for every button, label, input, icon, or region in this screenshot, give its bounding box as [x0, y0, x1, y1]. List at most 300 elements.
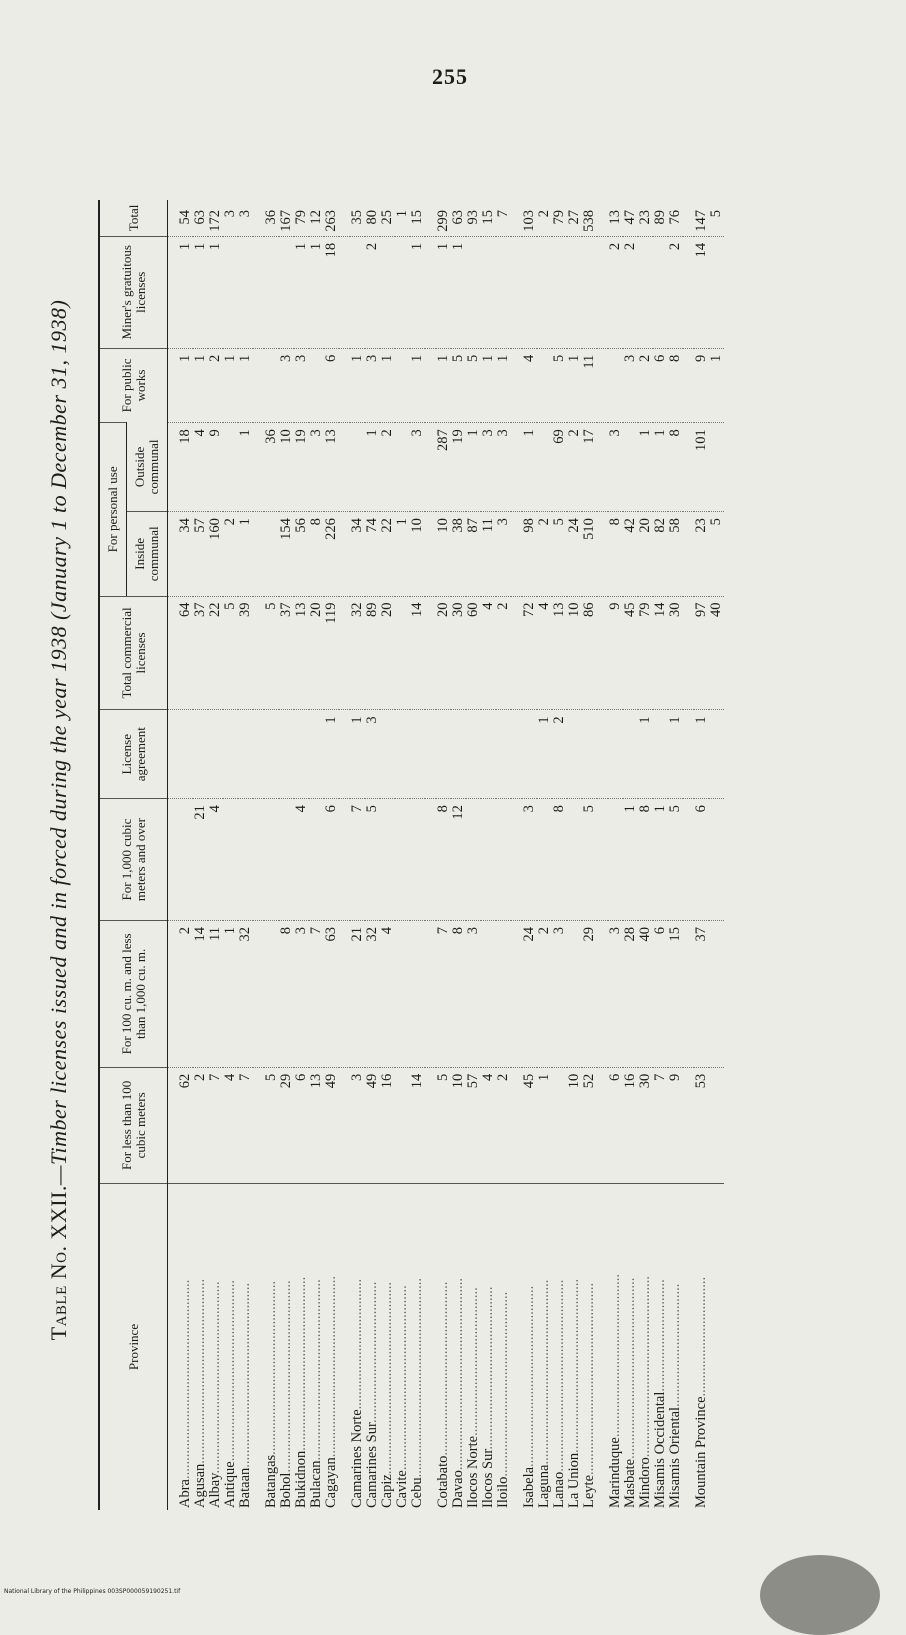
cell-less-100: 2 — [495, 1073, 511, 1082]
cell-less-100: 1 — [536, 1073, 552, 1082]
cell-less-100: 57 — [465, 1073, 481, 1089]
cell-miners: 1 — [192, 242, 208, 251]
cell-public-works: 1 — [566, 354, 582, 362]
cell-public-works: 1 — [379, 354, 395, 362]
cell-less-100: 7 — [207, 1073, 223, 1082]
cell-over-1000: 1 — [622, 805, 638, 813]
cell-outside-communal: 3 — [308, 429, 324, 437]
cell-miners: 1 — [409, 242, 425, 251]
cell-inside-communal: 160 — [207, 518, 223, 540]
scan-footer: National Library of the Philippines 003SP000059190251.tif — [4, 1588, 181, 1595]
table-title — [46, 100, 72, 1540]
cell-outside-communal: 287 — [435, 429, 451, 451]
table-row — [380, 200, 395, 1510]
cell-license-agreement: 1 — [536, 716, 552, 724]
cell-inside-communal: 5 — [551, 518, 567, 526]
timber-licenses-table — [98, 200, 724, 1510]
leader-dots: ................................. — [693, 1276, 709, 1397]
cell-miners: 1 — [177, 242, 193, 251]
leader-dots: ............................................. — [607, 1274, 623, 1438]
cell-province: Capiz — [379, 1474, 395, 1508]
table-row — [395, 200, 410, 1510]
table-row — [294, 200, 309, 1510]
cell-total: 54 — [177, 210, 193, 225]
cell-total-commercial: 9 — [607, 602, 623, 610]
cell-province: Bataan — [237, 1467, 253, 1508]
cell-less-100: 2 — [192, 1073, 208, 1082]
cell-100-1000: 7 — [308, 927, 324, 935]
leader-dots: ................................................ — [293, 1276, 309, 1451]
cell-over-1000: 4 — [293, 805, 309, 813]
cell-less-100: 49 — [323, 1073, 339, 1089]
cell-province: Isabela — [521, 1466, 537, 1508]
cell-total-commercial: 22 — [207, 602, 223, 618]
cell-total-commercial: 37 — [192, 602, 208, 618]
cell-inside-communal: 20 — [637, 518, 653, 533]
cell-total-commercial: 37 — [278, 602, 294, 618]
cell-outside-communal: 1 — [652, 429, 668, 437]
cell-100-1000: 21 — [349, 927, 365, 942]
cell-100-1000: 7 — [435, 927, 451, 935]
table-row — [168, 200, 194, 1510]
cell-total-commercial: 14 — [409, 602, 425, 618]
cell-total-commercial: 2 — [495, 602, 511, 610]
leader-dots: .................................................. — [323, 1276, 339, 1458]
cell-public-works: 1 — [349, 354, 365, 362]
cell-over-1000: 3 — [521, 805, 537, 813]
table-row — [365, 200, 380, 1510]
cell-province: Ilocos Sur — [480, 1449, 496, 1508]
cell-total-commercial: 30 — [450, 602, 466, 618]
leader-dots: ............................................. — [480, 1286, 496, 1450]
table-row — [350, 200, 365, 1510]
cell-miners: 18 — [323, 242, 339, 258]
cell-total: 13 — [607, 210, 623, 225]
cell-miners: 2 — [364, 242, 380, 251]
table-number: Table No. XXII. — [46, 1185, 71, 1341]
cell-less-100: 10 — [450, 1073, 466, 1089]
table-row — [451, 200, 466, 1510]
cell-total-commercial: 10 — [566, 602, 582, 618]
cell-outside-communal: 18 — [177, 429, 193, 444]
cell-outside-communal: 2 — [379, 429, 395, 437]
cell-total-commercial: 30 — [667, 602, 683, 618]
leader-dots: ................................................ — [435, 1281, 451, 1456]
cell-province: Ilocos Norte — [465, 1435, 481, 1508]
cell-total-commercial: 97 — [693, 602, 709, 618]
cell-total: 47 — [622, 210, 638, 225]
cell-total-commercial: 5 — [222, 602, 238, 610]
leader-dots: ......................................... — [465, 1287, 481, 1436]
cell-public-works: 1 — [409, 354, 425, 362]
cell-province: Cotabato — [435, 1455, 451, 1508]
cell-license-agreement: 2 — [551, 716, 567, 724]
cell-total: 25 — [379, 210, 395, 225]
cell-outside-communal: 9 — [207, 429, 223, 437]
cell-total: 79 — [551, 210, 567, 225]
cell-province: Davao — [450, 1470, 466, 1508]
cell-province: Albay — [207, 1473, 223, 1508]
cell-total: 93 — [465, 210, 481, 225]
header-total-commercial: Total commercial licenses — [99, 596, 168, 710]
cell-100-1000: 3 — [293, 927, 309, 935]
cell-public-works: 6 — [652, 354, 668, 362]
cell-public-works: 8 — [667, 354, 683, 362]
leader-dots: .................................................. — [222, 1280, 238, 1462]
cell-public-works: 1 — [222, 354, 238, 362]
cell-total: 12 — [308, 210, 324, 225]
cell-less-100: 53 — [693, 1073, 709, 1089]
cell-outside-communal: 3 — [607, 429, 623, 437]
cell-total-commercial: 5 — [263, 602, 279, 610]
header-100-1000: For 100 cu. m. and less than 1,000 cu. m. — [99, 921, 168, 1068]
cell-province: Cebu — [409, 1477, 425, 1508]
cell-100-1000: 8 — [278, 927, 294, 935]
table-row — [653, 200, 668, 1510]
header-inside-communal: Inside communal — [127, 512, 168, 596]
cell-total-commercial: 79 — [637, 602, 653, 618]
table-row — [279, 200, 294, 1510]
leader-dots: ................................................... — [495, 1291, 511, 1477]
cell-less-100: 3 — [349, 1073, 365, 1082]
cell-less-100: 9 — [667, 1073, 683, 1082]
leader-dots: ................................................ — [263, 1280, 279, 1455]
cell-province: Antique — [222, 1461, 238, 1508]
leader-dots: .................................................. — [622, 1277, 638, 1459]
cell-province: Marinduque — [607, 1437, 623, 1508]
table-row — [436, 200, 451, 1510]
cell-inside-communal: 34 — [349, 518, 365, 533]
cell-total-commercial: 20 — [379, 602, 395, 618]
table-row — [537, 200, 552, 1510]
cell-inside-communal: 57 — [192, 518, 208, 533]
table-row — [522, 200, 537, 1510]
cell-inside-communal: 1 — [394, 518, 410, 526]
header-license-agreement: License agreement — [99, 710, 168, 799]
page-stain — [760, 1555, 880, 1635]
cell-public-works: 11 — [581, 354, 597, 369]
cell-total-commercial: 4 — [480, 602, 496, 610]
cell-outside-communal: 19 — [293, 429, 309, 444]
cell-miners: 1 — [293, 242, 309, 251]
cell-province: Masbate — [622, 1458, 638, 1508]
cell-province: Mountain Province — [693, 1396, 709, 1508]
cell-total: 2 — [536, 210, 552, 218]
cell-province: Mindoro — [637, 1457, 653, 1508]
rotated-table-page — [46, 100, 876, 1540]
cell-outside-communal: 3 — [480, 429, 496, 437]
cell-over-1000: 1 — [652, 805, 668, 813]
header-less-100: For less than 100 cubic meters — [99, 1067, 168, 1183]
cell-inside-communal: 5 — [708, 518, 724, 526]
cell-total: 263 — [323, 210, 339, 232]
cell-inside-communal: 22 — [379, 518, 395, 533]
cell-inside-communal: 38 — [450, 518, 466, 533]
cell-total: 76 — [667, 210, 683, 225]
cell-outside-communal: 101 — [693, 429, 709, 451]
cell-outside-communal: 4 — [192, 429, 208, 437]
cell-total: 1 — [394, 210, 410, 218]
cell-inside-communal: 42 — [622, 518, 638, 533]
cell-outside-communal: 10 — [278, 429, 294, 444]
cell-outside-communal: 36 — [263, 429, 279, 444]
cell-outside-communal: 1 — [521, 429, 537, 437]
cell-public-works: 3 — [622, 354, 638, 362]
leader-dots: ................................................ — [566, 1278, 582, 1453]
cell-outside-communal: 69 — [551, 429, 567, 444]
cell-less-100: 4 — [480, 1073, 496, 1082]
cell-100-1000: 6 — [652, 927, 668, 935]
cell-outside-communal: 3 — [495, 429, 511, 437]
cell-100-1000: 2 — [536, 927, 552, 935]
leader-dots: .................................................. — [637, 1276, 653, 1458]
table-row — [694, 200, 709, 1510]
cell-less-100: 7 — [652, 1073, 668, 1082]
cell-100-1000: 11 — [207, 927, 223, 941]
header-over-1000: For 1,000 cubic meters and over — [99, 799, 168, 921]
cell-outside-communal: 2 — [566, 429, 582, 437]
cell-public-works: 1 — [708, 354, 724, 362]
cell-less-100: 13 — [308, 1073, 324, 1089]
table-row — [466, 200, 481, 1510]
cell-over-1000: 6 — [693, 805, 709, 813]
cell-total-commercial: 86 — [581, 602, 597, 618]
cell-total: 299 — [435, 210, 451, 232]
cell-miners: 1 — [435, 242, 451, 251]
cell-less-100: 30 — [637, 1073, 653, 1089]
cell-public-works: 6 — [323, 354, 339, 362]
cell-less-100: 14 — [409, 1073, 425, 1089]
cell-100-1000: 32 — [364, 927, 380, 942]
cell-over-1000: 12 — [450, 805, 466, 820]
cell-province: Batangas — [263, 1454, 279, 1508]
cell-total-commercial: 40 — [708, 602, 724, 618]
cell-miners: 1 — [207, 242, 223, 251]
table-body — [168, 200, 725, 1510]
cell-outside-communal: 1 — [465, 429, 481, 437]
cell-less-100: 49 — [364, 1073, 380, 1089]
cell-total-commercial: 119 — [323, 602, 339, 624]
leader-dots: ....................................... — [364, 1281, 380, 1424]
cell-over-1000: 21 — [192, 805, 208, 820]
cell-over-1000: 5 — [581, 805, 597, 813]
cell-public-works: 3 — [364, 354, 380, 362]
cell-total-commercial: 60 — [465, 602, 481, 618]
cell-100-1000: 3 — [465, 927, 481, 935]
cell-province: Bulacan — [308, 1460, 324, 1508]
cell-province: Leyte — [581, 1474, 597, 1508]
cell-inside-communal: 82 — [652, 518, 668, 533]
leader-dots: ..................................................... — [551, 1279, 567, 1472]
cell-over-1000: 6 — [323, 805, 339, 813]
cell-total-commercial: 20 — [435, 602, 451, 618]
cell-100-1000: 8 — [450, 927, 466, 935]
leader-dots: ..................................................... — [581, 1282, 597, 1475]
cell-100-1000: 28 — [622, 927, 638, 942]
cell-less-100: 45 — [521, 1073, 537, 1089]
cell-total-commercial: 72 — [521, 602, 537, 618]
cell-inside-communal: 2 — [222, 518, 238, 526]
cell-public-works: 1 — [435, 354, 451, 362]
cell-outside-communal: 1 — [637, 429, 653, 437]
table-row — [623, 200, 638, 1510]
cell-total: 15 — [409, 210, 425, 225]
cell-inside-communal: 56 — [293, 518, 309, 533]
cell-inside-communal: 8 — [607, 518, 623, 526]
cell-total: 167 — [278, 210, 294, 232]
cell-license-agreement: 1 — [667, 716, 683, 724]
cell-outside-communal: 1 — [237, 429, 253, 437]
cell-public-works: 3 — [293, 354, 309, 362]
cell-total: 538 — [581, 210, 597, 232]
header-public-works: For public works — [99, 348, 168, 423]
cell-public-works: 2 — [637, 354, 653, 362]
cell-miners: 2 — [607, 242, 623, 251]
cell-inside-communal: 2 — [536, 518, 552, 526]
cell-total: 5 — [708, 210, 724, 218]
cell-inside-communal: 34 — [177, 518, 193, 533]
cell-total-commercial: 4 — [536, 602, 552, 610]
cell-total: 23 — [637, 210, 653, 225]
cell-province: La Union — [566, 1452, 582, 1508]
cell-province: Iloilo — [495, 1476, 511, 1508]
cell-inside-communal: 74 — [364, 518, 380, 533]
leader-dots: ................................................... — [237, 1282, 253, 1468]
cell-public-works: 1 — [177, 354, 193, 362]
header-personal-use: For personal use — [99, 423, 127, 596]
cell-inside-communal: 154 — [278, 518, 294, 540]
table-row — [608, 200, 623, 1510]
cell-outside-communal: 13 — [323, 429, 339, 444]
cell-total: 80 — [364, 210, 380, 225]
cell-less-100: 7 — [237, 1073, 253, 1082]
cell-province: Misamis Occidental — [652, 1391, 668, 1508]
cell-total-commercial: 20 — [308, 602, 324, 618]
table-row — [709, 200, 724, 1510]
cell-less-100: 6 — [607, 1073, 623, 1082]
table-row — [193, 200, 208, 1510]
cell-total: 27 — [566, 210, 582, 225]
cell-total: 36 — [263, 210, 279, 225]
cell-less-100: 5 — [435, 1073, 451, 1082]
header-miners: Miner's gratuitous licenses — [99, 236, 168, 348]
cell-province: Bohol — [278, 1472, 294, 1508]
cell-license-agreement: 1 — [323, 716, 339, 724]
cell-over-1000: 7 — [349, 805, 365, 813]
cell-inside-communal: 87 — [465, 518, 481, 533]
cell-100-1000: 1 — [222, 927, 238, 935]
table-row — [567, 200, 582, 1510]
cell-province: Camarines Sur — [364, 1423, 380, 1508]
cell-public-works: 1 — [192, 354, 208, 362]
cell-province: Lanao — [551, 1471, 567, 1508]
table-row — [496, 200, 511, 1510]
cell-total-commercial: 32 — [349, 602, 365, 618]
cell-public-works: 1 — [237, 354, 253, 362]
cell-outside-communal: 17 — [581, 429, 597, 444]
cell-total-commercial: 13 — [293, 602, 309, 618]
cell-total: 79 — [293, 210, 309, 225]
cell-public-works: 1 — [480, 354, 496, 362]
cell-license-agreement: 1 — [693, 716, 709, 724]
table-row — [668, 200, 683, 1510]
cell-inside-communal: 10 — [409, 518, 425, 533]
cell-public-works: 5 — [450, 354, 466, 362]
cell-100-1000: 24 — [521, 927, 537, 942]
cell-province: Agusan — [192, 1463, 208, 1508]
cell-total-commercial: 89 — [364, 602, 380, 618]
cell-100-1000: 63 — [323, 927, 339, 942]
cell-total-commercial: 14 — [652, 602, 668, 618]
cell-miners: 14 — [693, 242, 709, 258]
cell-over-1000: 5 — [667, 805, 683, 813]
cell-total: 3 — [237, 210, 253, 218]
leader-dots: ............................... — [652, 1279, 668, 1392]
cell-100-1000: 37 — [693, 927, 709, 942]
cell-miners: 1 — [450, 242, 466, 251]
cell-miners: 2 — [667, 242, 683, 251]
cell-outside-communal: 19 — [450, 429, 466, 444]
cell-over-1000: 4 — [207, 805, 223, 813]
cell-public-works: 3 — [278, 354, 294, 362]
cell-total: 89 — [652, 210, 668, 225]
cell-over-1000: 8 — [637, 805, 653, 813]
leader-dots: .................................. — [667, 1283, 683, 1407]
cell-public-works: 2 — [207, 354, 223, 362]
cell-inside-communal: 3 — [495, 518, 511, 526]
leader-dots: .................................... — [349, 1278, 365, 1410]
cell-inside-communal: 1 — [237, 518, 253, 526]
leader-dots: ....................................................... — [177, 1279, 193, 1479]
header-province: Province — [99, 1184, 168, 1511]
page-number: 255 — [432, 64, 468, 89]
cell-outside-communal: 3 — [409, 429, 425, 437]
leader-dots: .................................................. — [521, 1285, 537, 1467]
cell-100-1000: 29 — [581, 927, 597, 942]
cell-miners: 1 — [308, 242, 324, 251]
cell-province: Cagayan — [323, 1457, 339, 1508]
cell-province: Cavite — [394, 1470, 410, 1508]
leader-dots: ................................................... — [394, 1285, 410, 1471]
cell-public-works: 1 — [495, 354, 511, 362]
table-row — [552, 200, 567, 1510]
table-caption: —Timber licenses issued and in forced during the year 1938 (January 1 to December 31, 1938) — [46, 299, 71, 1186]
table-row — [638, 200, 653, 1510]
cell-public-works: 4 — [521, 354, 537, 362]
cell-over-1000: 8 — [435, 805, 451, 813]
cell-outside-communal: 8 — [667, 429, 683, 437]
cell-100-1000: 2 — [177, 927, 193, 935]
cell-total-commercial: 64 — [177, 602, 193, 618]
cell-inside-communal: 10 — [435, 518, 451, 533]
cell-100-1000: 3 — [607, 927, 623, 935]
cell-total: 7 — [495, 210, 511, 218]
table-row — [223, 200, 238, 1510]
leader-dots: ..................................................... — [379, 1282, 395, 1475]
cell-total: 63 — [192, 210, 208, 225]
table-row — [264, 200, 279, 1510]
cell-public-works: 5 — [465, 354, 481, 362]
cell-total: 103 — [521, 210, 537, 232]
cell-public-works: 5 — [551, 354, 567, 362]
cell-inside-communal: 11 — [480, 518, 496, 533]
leader-dots: ..................................................... — [207, 1281, 223, 1474]
cell-over-1000: 8 — [551, 805, 567, 813]
cell-total-commercial: 45 — [622, 602, 638, 618]
cell-less-100: 16 — [379, 1073, 395, 1089]
cell-100-1000: 15 — [667, 927, 683, 942]
cell-license-agreement: 1 — [637, 716, 653, 724]
